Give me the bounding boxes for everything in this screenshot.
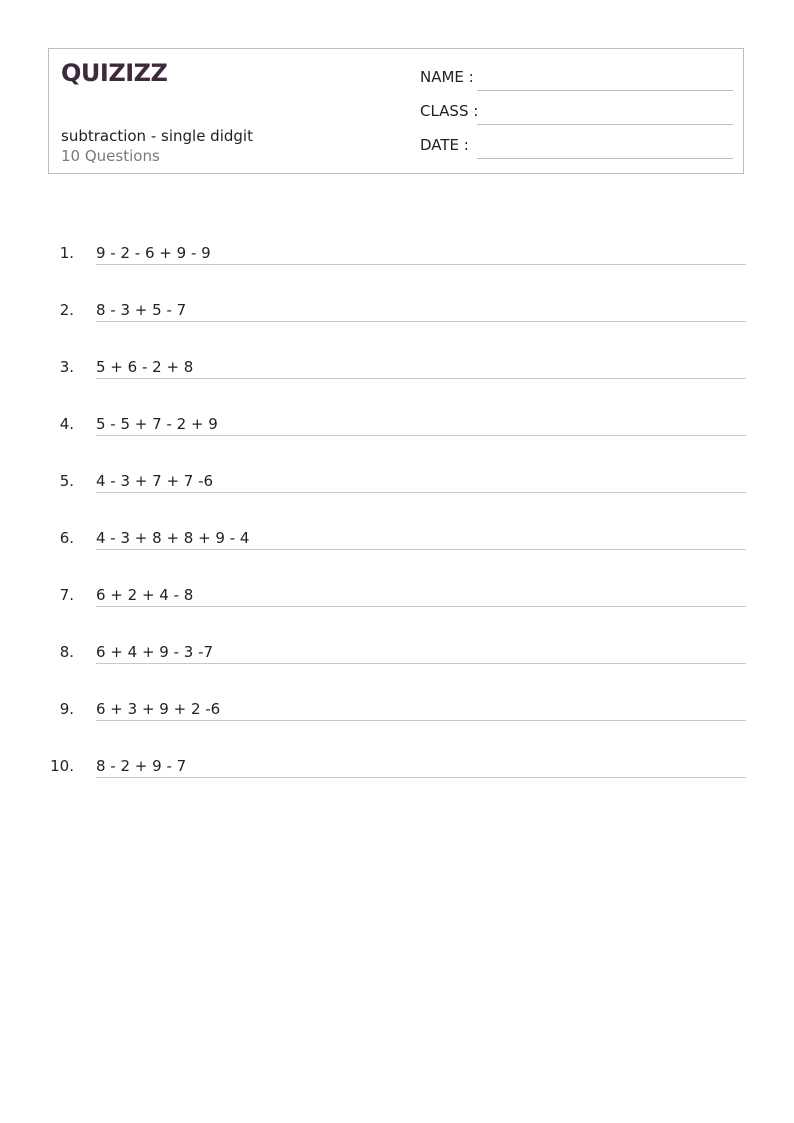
question-number: 4. [59,415,74,433]
worksheet-title: subtraction - single didgit [61,127,253,145]
name-field[interactable] [420,67,733,91]
class-label: CLASS : [420,102,479,120]
answer-line[interactable] [96,435,746,436]
answer-line[interactable] [96,777,746,778]
question-item [48,526,746,550]
question-item [48,412,746,436]
question-text: 4 - 3 + 8 + 8 + 9 - 4 [96,529,250,547]
question-item [48,241,746,265]
answer-line[interactable] [96,264,746,265]
question-number: 2. [59,301,74,319]
question-text: 5 - 5 + 7 - 2 + 9 [96,415,218,433]
question-item [48,355,746,379]
quizizz-logo: QUIZIZZ [61,59,168,87]
answer-line[interactable] [96,549,746,550]
question-item [48,697,746,721]
answer-line[interactable] [96,321,746,322]
date-label: DATE : [420,136,469,154]
question-text: 5 + 6 - 2 + 8 [96,358,194,376]
date-answer-line[interactable] [477,158,733,159]
question-number: 10. [50,757,74,775]
answer-line[interactable] [96,720,746,721]
answer-line[interactable] [96,378,746,379]
question-text: 9 - 2 - 6 + 9 - 9 [96,244,211,262]
question-number: 3. [59,358,74,376]
answer-line[interactable] [96,492,746,493]
name-label: NAME : [420,68,474,86]
question-count: 10 Questions [61,147,160,165]
question-item [48,583,746,607]
question-text: 8 - 2 + 9 - 7 [96,757,187,775]
question-text: 6 + 3 + 9 + 2 -6 [96,700,221,718]
question-item [48,298,746,322]
question-item [48,754,746,778]
question-item [48,640,746,664]
answer-line[interactable] [96,663,746,664]
question-number: 6. [59,529,74,547]
class-field[interactable] [420,101,733,125]
question-number: 7. [59,586,74,604]
question-item [48,469,746,493]
answer-line[interactable] [96,606,746,607]
worksheet-header [48,48,744,174]
class-answer-line[interactable] [477,124,733,125]
question-text: 4 - 3 + 7 + 7 -6 [96,472,214,490]
name-answer-line[interactable] [477,90,733,91]
question-number: 9. [59,700,74,718]
question-text: 8 - 3 + 5 - 7 [96,301,187,319]
question-number: 1. [59,244,74,262]
question-text: 6 + 2 + 4 - 8 [96,586,194,604]
question-text: 6 + 4 + 9 - 3 -7 [96,643,214,661]
date-field[interactable] [420,135,733,159]
question-number: 8. [59,643,74,661]
question-number: 5. [59,472,74,490]
